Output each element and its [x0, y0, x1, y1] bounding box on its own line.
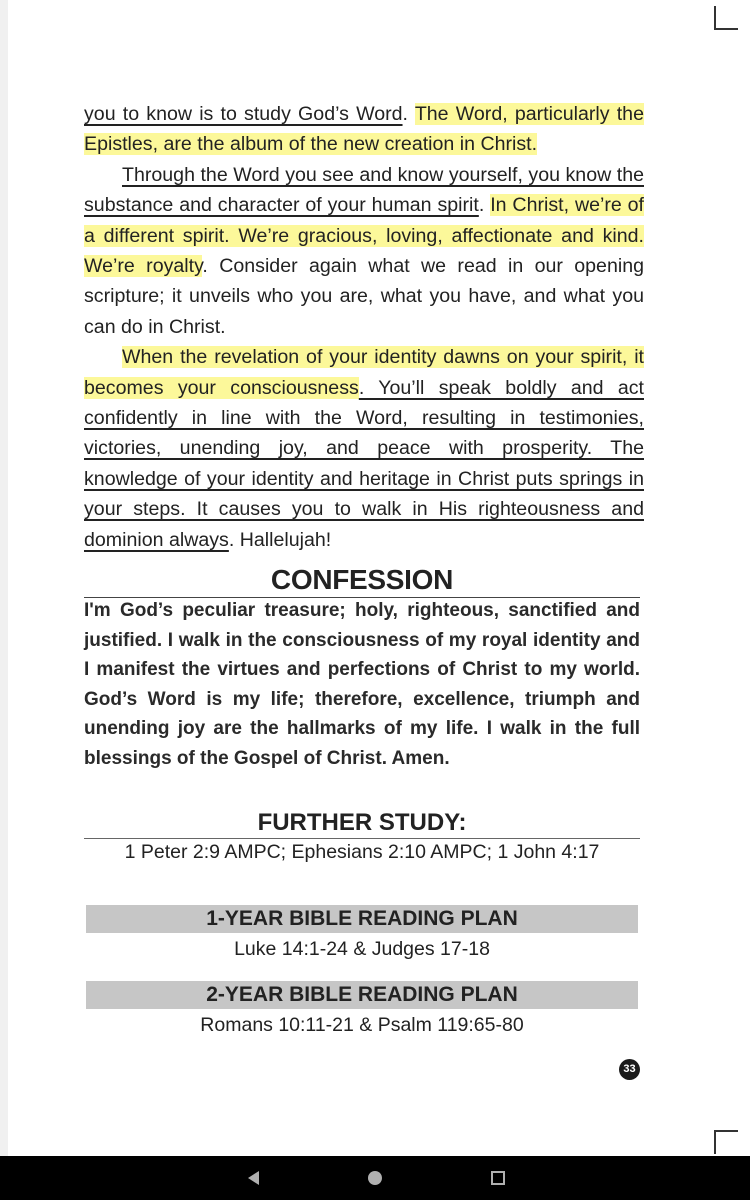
plain-text: . Hallelujah!: [228, 528, 332, 551]
recents-icon[interactable]: [491, 1171, 505, 1185]
navigation-bar: [0, 1156, 750, 1200]
two-year-plan-heading: 2-YEAR BIBLE READING PLAN: [86, 981, 638, 1009]
highlighted-text: The Word, particularly the Epistles, are the album of the new creation in Christ.: [84, 103, 644, 156]
paragraph-1: [84, 99, 644, 160]
confession-text: I'm God’s peculiar treasure; holy, righteous, sanctified and justified. I walk in the consciousness of my royal identity and I manifest the virtues and perfections of Christ to my world. God’s Word is my life; therefore, excellence, triumph and unending joy are the hallmarks of my life. I walk in the full blessings of the Gospel of Christ. Amen.: [84, 600, 640, 769]
home-icon[interactable]: [368, 1171, 382, 1185]
crop-mark-top: [714, 6, 738, 30]
highlighted-text: When the revelation of your identity dawns on your spirit, it becomes your consciousness: [84, 346, 644, 399]
underlined-text: Through the Word you see and know yourself, you know the substance and character of your human spirit: [84, 163, 644, 217]
underlined-text: you to know is to study God’s Word: [84, 103, 403, 125]
paragraph-3: [84, 342, 644, 555]
body-text: [84, 99, 644, 555]
highlighted-text: In Christ, we’re of a different spirit. We’re gracious, loving, affectionate and kind. We’re royalty: [84, 194, 645, 278]
plain-text: .: [402, 103, 415, 125]
underlined-text: . You’ll speak boldly and act confidently in line with the Word, resulting in testimonies, victories, unending joy, and peace with prosperity. The knowledge of your identity and heritage in Christ puts springs in your steps. It causes you to walk in His righteousness and dominion always: [84, 376, 644, 551]
plain-text: . Consider again what we read in our opening scripture; it unveils who you are, what you have, and what you can do in Christ.: [84, 255, 644, 338]
paragraph-2: [84, 160, 644, 342]
further-study-heading: FURTHER STUDY:: [84, 808, 640, 839]
two-year-plan-passage: Romans 10:11-21 & Psalm 119:65-80: [200, 1014, 524, 1036]
confession-heading: CONFESSION: [84, 563, 640, 598]
further-study-references: 1 Peter 2:9 AMPC; Ephesians 2:10 AMPC; 1 John 4:17: [124, 841, 600, 863]
page-number-badge: 33: [619, 1059, 640, 1080]
one-year-plan-heading: 1-YEAR BIBLE READING PLAN: [86, 905, 638, 933]
plain-text: .: [478, 194, 491, 217]
crop-mark-bottom: [714, 1130, 738, 1154]
one-year-plan-passage: Luke 14:1-24 & Judges 17-18: [234, 938, 490, 960]
back-icon[interactable]: [248, 1171, 259, 1185]
